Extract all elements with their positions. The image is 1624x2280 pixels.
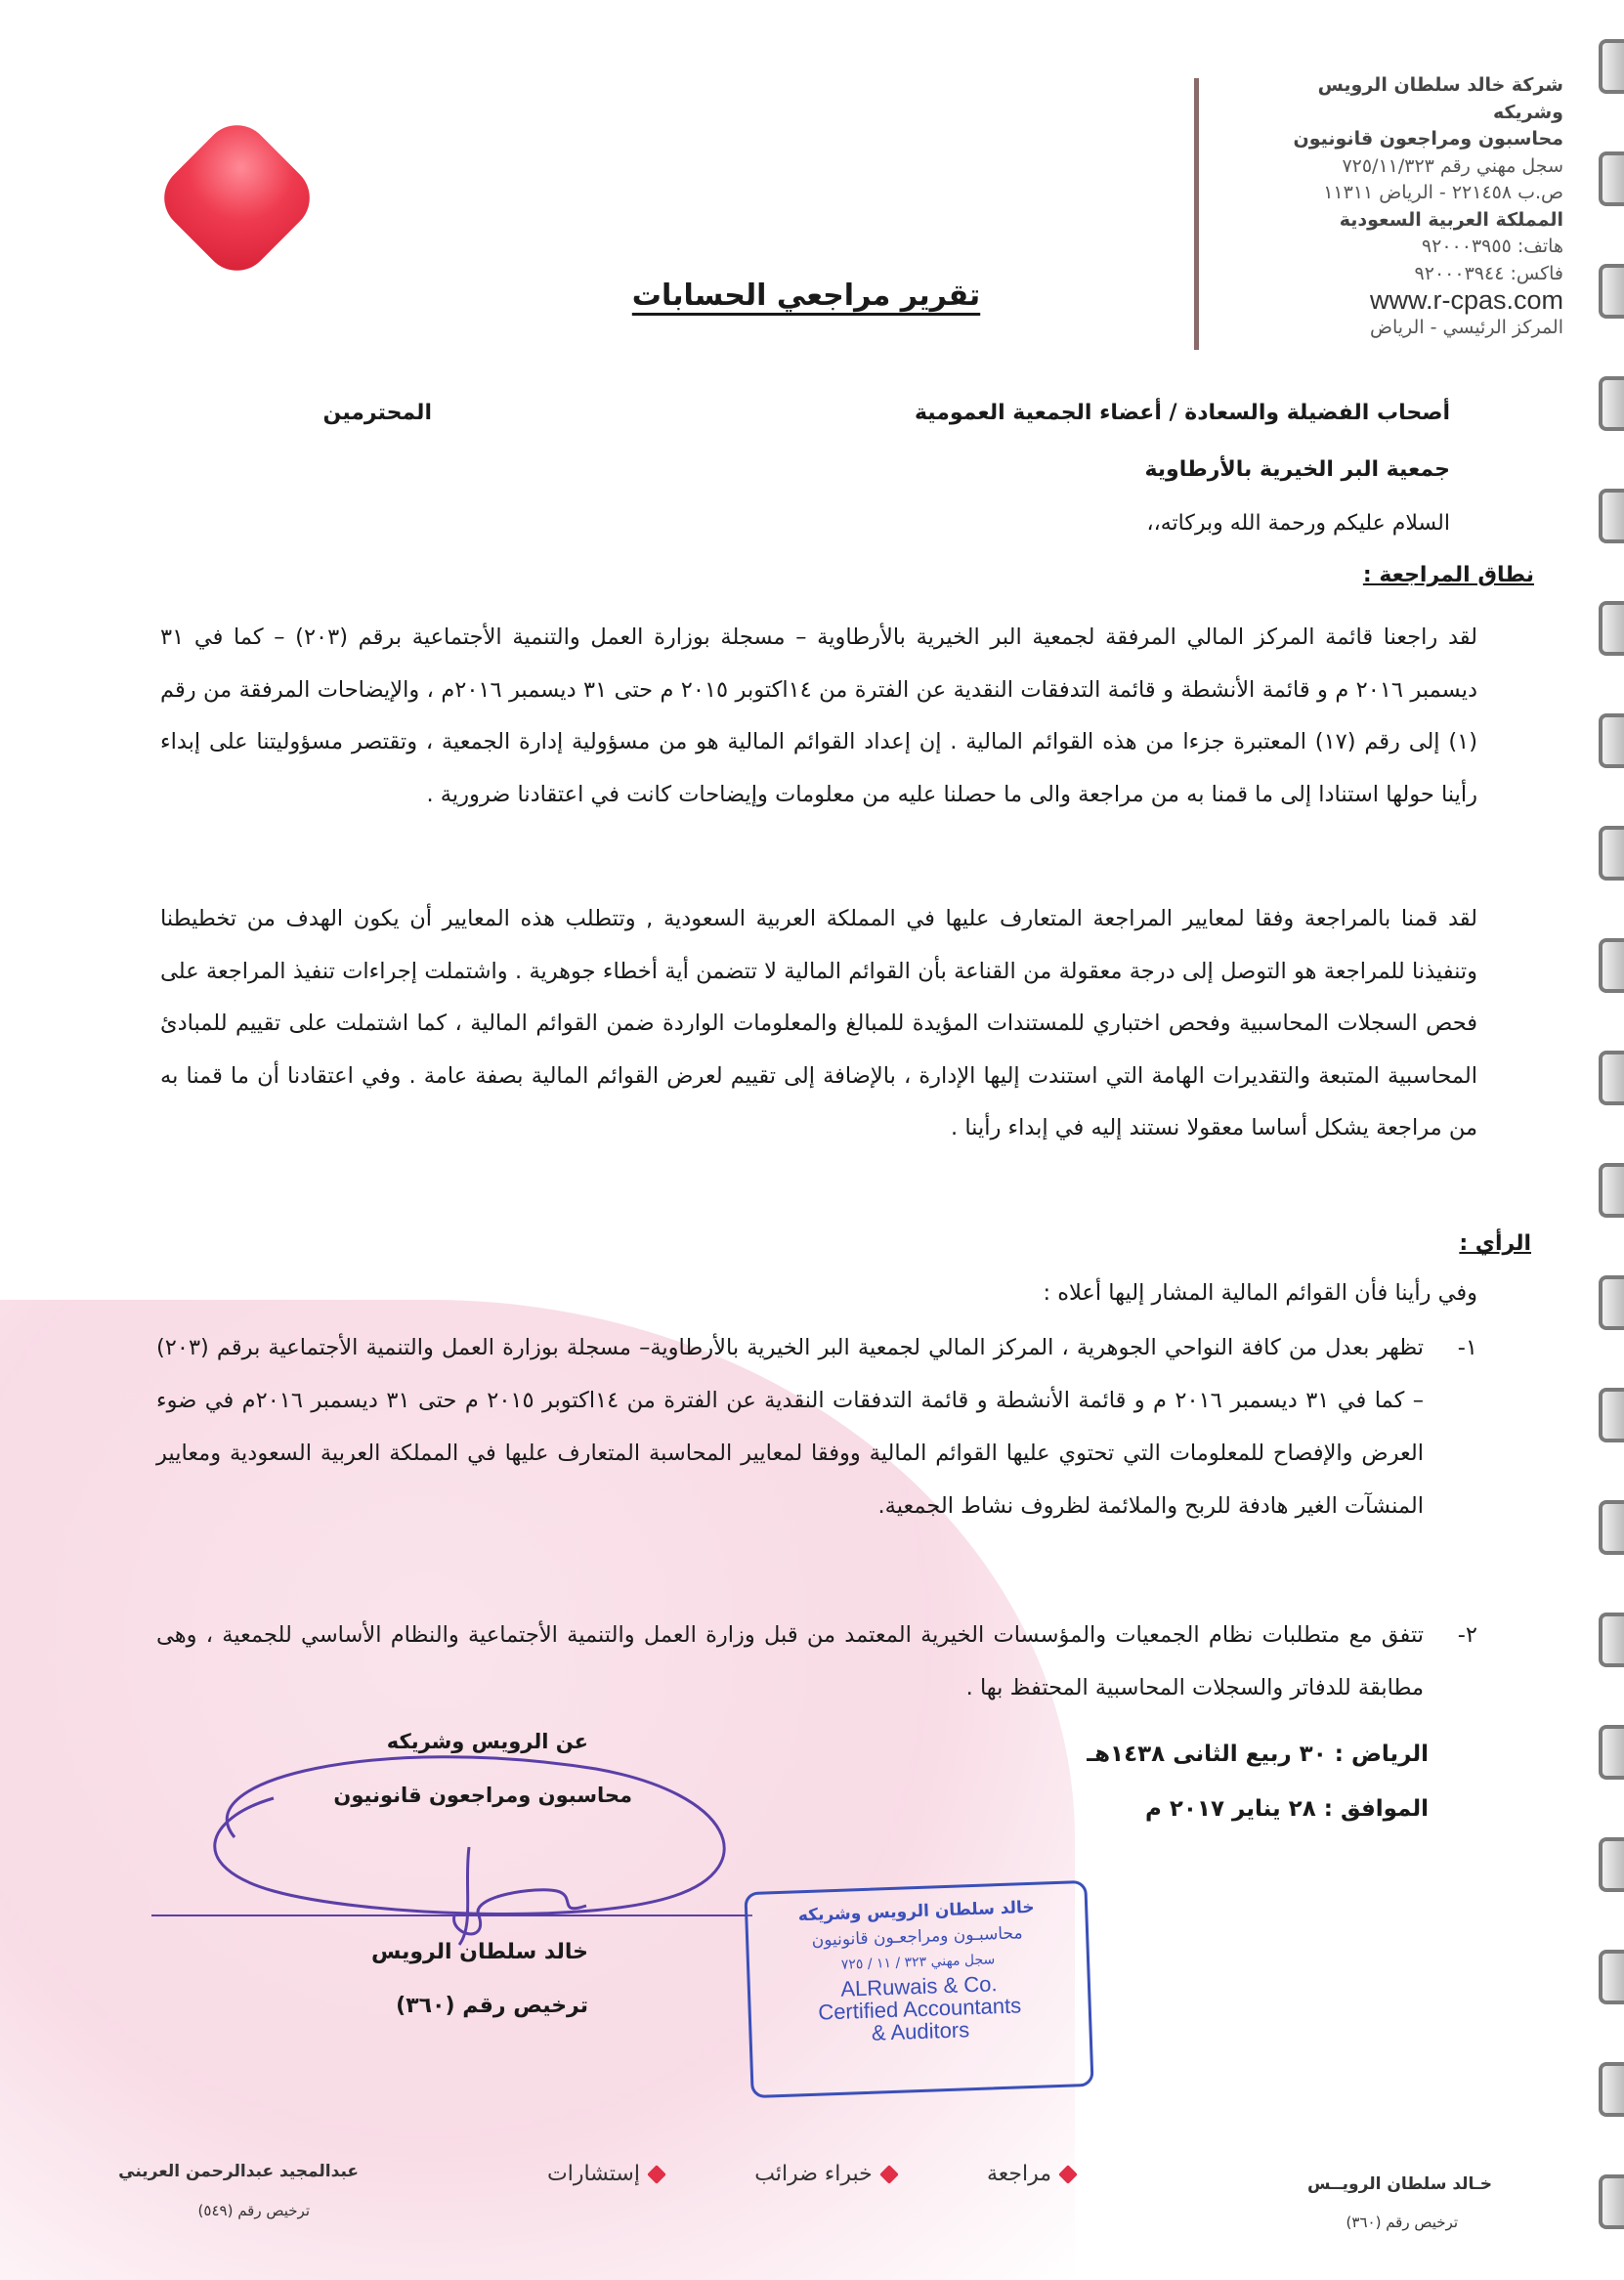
report-title: تقرير مراجعي الحسابات bbox=[631, 279, 981, 313]
binding-ring bbox=[1599, 2062, 1624, 2117]
company-stamp bbox=[744, 1880, 1093, 2098]
service-item bbox=[987, 2162, 1075, 2186]
footer-partner-right-name: خـالد سلطان الرويــس bbox=[1307, 2174, 1492, 2194]
scope-paragraph-1: لقد راجعنا قائمة المركز المالي المرفقة لجمعية البر الخيرية بالأرطاوية – مسجلة بوزارة العمل والتنمية الأجتماعية برقم (٢٠٣) – كما في ٣١ ديسمبر ٢٠١٦ م و قائمة الأنشطة و قائمة التدفقات النقدية عن الفترة من ١٤اكتوبر ٢٠١٥ م حتى ٣١ ديسمبر ٢٠١٦م ، والإيضاحات المرفقة من رقم (١) إلى رقم (١٧) المعتبرة جزءا من هذه القوائم المالية . إن إعداد القوائم المالية هو من مسؤولية إدارة الجمعية ، وتقتصر مسؤوليتنا على إبداء رأينا حولها استنادا إلى ما قمنا به من مراجعة والى ما حصلنا عليه من معلومات وإيضاحات كانت في اعتقادنا ضرورية . bbox=[160, 624, 1477, 807]
registration-number: سجل مهني رقم ٧٢٥/١١/٣٢٣ bbox=[1342, 154, 1563, 177]
letterhead bbox=[1241, 72, 1563, 341]
binding-ring bbox=[1599, 264, 1624, 319]
signature-drawing bbox=[127, 1720, 772, 1974]
stamp-line-2: محاسبـون ومراجعـون قانونيون bbox=[811, 1923, 1023, 1951]
scope-heading: نطاق المراجعة : bbox=[1362, 563, 1534, 587]
stamp-en-1: ALRuwais & Co. bbox=[839, 1971, 998, 2001]
opinion-heading: الرأي : bbox=[1459, 1231, 1531, 1256]
binding-ring bbox=[1599, 826, 1624, 881]
company-profession: محاسبون ومراجعون قانونيون bbox=[1293, 128, 1563, 150]
head-office: المركز الرئيسي - الرياض bbox=[1370, 316, 1563, 338]
service-label: إستشارات bbox=[547, 2162, 640, 2186]
diamond-bullet-icon bbox=[879, 2165, 899, 2184]
binding-ring bbox=[1599, 1275, 1624, 1330]
diamond-bullet-icon bbox=[1058, 2165, 1078, 2184]
binding-ring bbox=[1599, 1725, 1624, 1780]
phone: هاتف: ٩٢٠٠٠٣٩٥٥ bbox=[1421, 236, 1563, 257]
signatory-license: ترخيص رقم (٣٦٠) bbox=[396, 1994, 588, 2018]
greeting: السلام عليكم ورحمة الله وبركاته،، bbox=[1146, 511, 1450, 536]
signature-profession: محاسبون ومراجعون قانونيون bbox=[333, 1784, 632, 1807]
binding-ring bbox=[1599, 938, 1624, 993]
stamp-en-2: Certified Accountants bbox=[817, 1993, 1022, 2025]
association-name: جمعية البر الخيرية بالأرطاوية bbox=[1144, 457, 1450, 482]
country: المملكة العربية السعودية bbox=[1339, 208, 1563, 231]
addressee-honorific: المحترمين bbox=[322, 401, 432, 425]
header-divider bbox=[1194, 78, 1199, 350]
opinion-item-text: تظهر بعدل من كافة النواحي الجوهرية ، المركز المالي لجمعية البر الخيرية بالأرطاوية– مسجلة بوزارة العمل والتنمية الأجتماعية برقم (٢٠٣) – كما في ٣١ ديسمبر ٢٠١٦ م و قائمة الأنشطة و قائمة التدفقات النقدية عن الفترة من ١٤اكتوبر ٢٠١٥ م حتى ٣١ ديسمبر ٢٠١٦م في ضوء العرض والإفصاح للمعلومات التي تحتوي عليها القوائم المالية ووفقا لمعايير المحاسبة المتعارف عليها في المملكة العربية السعودية ومعايير المنشآت الغير هادفة للربح والملائمة لظروف نشاط الجمعية. bbox=[156, 1335, 1424, 1519]
service-label: خبراء ضرائب bbox=[754, 2162, 873, 2186]
signature-on-behalf: عن الرويس وشريكه bbox=[386, 1730, 588, 1753]
opinion-item-text: تتفق مع متطلبات نظام الجمعيات والمؤسسات الخيرية المعتمد من قبل وزارة العمل والتنمية الأجتماعية والنظام الأساسي للجمعية ، وهى مطابقة للدفاتر والسجلات المحاسبية المحتفظ بها . bbox=[156, 1622, 1424, 1700]
binding-ring bbox=[1599, 601, 1624, 656]
opinion-item bbox=[156, 1321, 1477, 1532]
binding-ring bbox=[1599, 1163, 1624, 1218]
binding-ring bbox=[1599, 1950, 1624, 2004]
binding-ring bbox=[1599, 376, 1624, 431]
footer-partner-left-name: عبدالمجيد عبدالرحمن العريني bbox=[118, 2162, 359, 2181]
opinion-intro: وفي رأينا فأن القوائم المالية المشار إليها أعلاه : bbox=[1043, 1280, 1477, 1306]
binding-ring bbox=[1599, 713, 1624, 768]
stamp-line-3: سجل مهني ٣٢٣ / ١١ / ٧٢٥ bbox=[840, 1952, 996, 1973]
binding-ring bbox=[1599, 1837, 1624, 1892]
service-item bbox=[547, 2162, 663, 2186]
service-item bbox=[754, 2162, 895, 2186]
po-box: ص.ب ٢٢١٤٥٨ - الرياض ١١٣١١ bbox=[1323, 182, 1563, 203]
company-logo-icon bbox=[150, 111, 323, 284]
company-name: شركة خالد سلطان الرويس وشريكه bbox=[1317, 74, 1563, 123]
binding-ring bbox=[1599, 2174, 1624, 2229]
stamp-en-3: & Auditors bbox=[871, 2017, 970, 2045]
addressee-line: أصحاب الفضيلة والسعادة / أعضاء الجمعية العمومية bbox=[914, 401, 1450, 425]
footer-services bbox=[547, 2162, 1075, 2186]
signatory-name: خالد سلطان الرويس bbox=[370, 1940, 588, 1964]
diamond-bullet-icon bbox=[647, 2165, 666, 2184]
binding-ring bbox=[1599, 489, 1624, 543]
stamp-line-1: خالد سلطان الرويس وشريكه bbox=[797, 1897, 1035, 1926]
footer-partner-left-license: ترخيص رقم (٥٤٩) bbox=[197, 2202, 310, 2219]
footer-partner-right-license: ترخيص رقم (٣٦٠) bbox=[1346, 2214, 1458, 2231]
scope-paragraph-2: لقد قمنا بالمراجعة وفقا لمعايير المراجعة المتعارف عليها في المملكة العربية السعودية , وتتطلب هذه المعايير أن يكون الهدف من تخطيطنا وتنفيذنا للمراجعة هو التوصل إلى درجة معقولة من القناعة بأن القوائم المالية لا تتضمن أية أخطاء جوهرية . واشتملت إجراءات تنفيذ المراجعة على فحص السجلات المحاسبية وفحص اختباري للمستندات المؤيدة للمبالغ والمعلومات الواردة ضمن القوائم المالية ، كما اشتملت على تقييم للمبادئ المحاسبية المتبعة والتقديرات الهامة التي استندت إليها الإدارة ، بالإضافة إلى تقييم لعرض القوائم المالية بصفة عامة . وفي اعتقادنا أن ما قمنا به من مراجعة يشكل أساسا معقولا نستند إليه في إبداء رأينا . bbox=[160, 906, 1477, 1140]
binding-ring bbox=[1599, 1613, 1624, 1667]
opinion-item-number: ١- bbox=[1457, 1335, 1477, 1360]
binding-ring bbox=[1599, 151, 1624, 206]
binding-rings bbox=[1595, 0, 1624, 2280]
date-gregorian: الموافق : ٢٨ يناير ٢٠١٧ م bbox=[1145, 1796, 1429, 1822]
website-link[interactable]: www.r-cpas.com bbox=[1369, 285, 1563, 315]
binding-ring bbox=[1599, 1051, 1624, 1105]
binding-ring bbox=[1599, 1500, 1624, 1555]
opinion-item-number: ٢- bbox=[1457, 1622, 1477, 1648]
binding-ring bbox=[1599, 1388, 1624, 1442]
opinion-item bbox=[156, 1609, 1477, 1714]
date-hijri: الرياض : ٣٠ ربيع الثانى ١٤٣٨هـ bbox=[1087, 1742, 1429, 1767]
fax: فاكس: ٩٢٠٠٠٣٩٤٤ bbox=[1414, 262, 1563, 284]
service-label: مراجعة bbox=[986, 2162, 1051, 2186]
binding-ring bbox=[1599, 39, 1624, 94]
